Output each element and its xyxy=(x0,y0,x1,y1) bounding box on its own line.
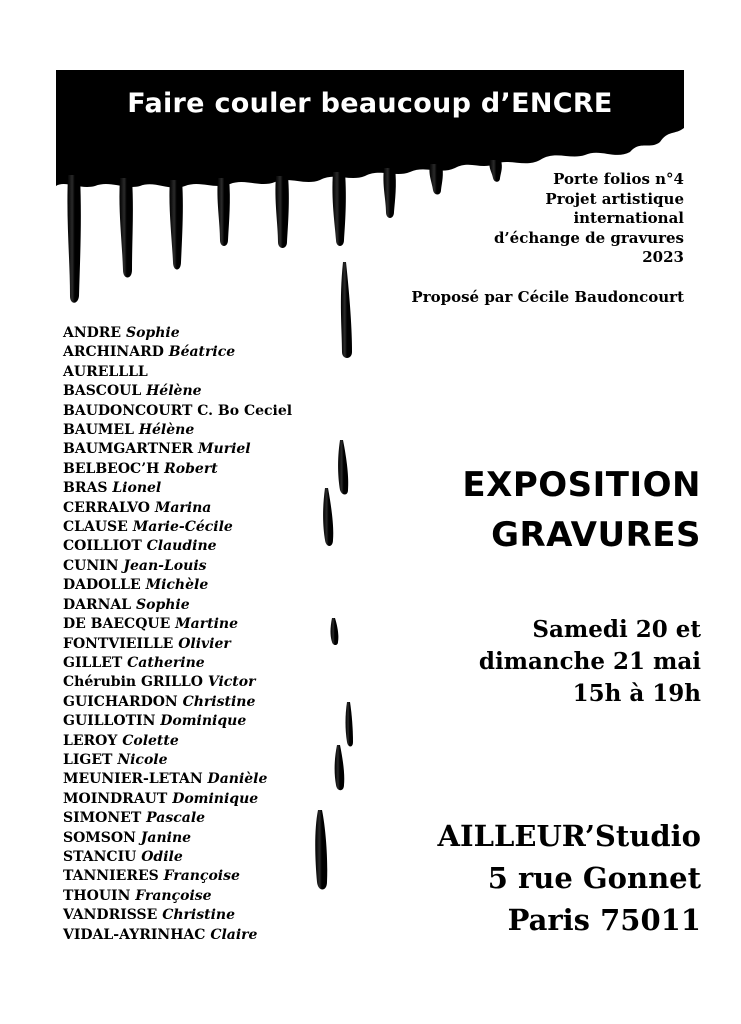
list-item xyxy=(63,770,292,789)
artist-last-name: MOINDRAUT xyxy=(63,790,168,807)
info-line-year: 2023 xyxy=(642,248,684,266)
artist-first-name: Françoise xyxy=(163,868,240,885)
venue-name: AILLEUR’Studio xyxy=(437,819,701,853)
artist-last-name: SOMSON xyxy=(63,829,136,846)
artist-first-name: Dominique xyxy=(160,713,247,730)
proposed-by: Proposé par Cécile Baudoncourt xyxy=(411,288,684,306)
info-line-project: Projet artistique xyxy=(545,189,684,208)
exhibition-heading xyxy=(462,460,701,560)
artist-first-name: Martine xyxy=(175,616,238,633)
artist-last-name: BAUDONCOURT C. Bo Ceciel xyxy=(63,402,293,419)
artist-first-name: Sophie xyxy=(125,325,180,341)
artist-first-name: Danièle xyxy=(207,771,268,788)
dates-line-1: Samedi 20 et xyxy=(532,616,701,643)
list-item xyxy=(63,615,292,634)
list-item xyxy=(63,654,292,673)
artist-first-name: Marie-Cécile xyxy=(132,519,233,536)
artist-last-name: DADOLLE xyxy=(63,577,141,594)
list-item xyxy=(63,460,292,479)
artist-first-name: Jean-Louis xyxy=(123,557,207,574)
exhibition-dates xyxy=(479,614,701,710)
poster-title: Faire couler beaucoup d’ENCRE xyxy=(127,88,613,119)
artist-list xyxy=(63,324,292,945)
artist-last-name: CERRALVO xyxy=(63,499,150,516)
list-item xyxy=(63,712,292,731)
artist-last-name: LEROY xyxy=(63,732,118,749)
artist-first-name: Pascale xyxy=(146,810,206,827)
artist-first-name: Claire xyxy=(210,926,258,943)
dates-line-2: dimanche 21 mai xyxy=(478,648,701,675)
artist-last-name: GILLET xyxy=(63,654,123,671)
artist-last-name: GUICHARDON xyxy=(63,693,178,710)
list-item xyxy=(63,343,292,362)
venue-street: 5 rue Gonnet xyxy=(487,861,701,895)
artist-last-name: MEUNIER-LETAN xyxy=(63,771,203,788)
artist-last-name: TANNIERES xyxy=(63,868,159,885)
artist-first-name: Claudine xyxy=(146,538,217,555)
info-line-international: international xyxy=(573,209,684,227)
artist-first-name: Marina xyxy=(154,499,212,516)
list-item xyxy=(63,537,292,556)
exhibition-line-1: EXPOSITION xyxy=(462,465,701,505)
project-info xyxy=(424,170,684,268)
artist-first-name: Victor xyxy=(207,674,256,691)
artist-first-name: Colette xyxy=(122,732,179,749)
artist-first-name: Nicole xyxy=(117,751,168,768)
artist-last-name: VIDAL-AYRINHAC xyxy=(63,926,206,943)
artist-last-name: BELBEOC’H xyxy=(63,460,160,477)
list-item xyxy=(63,829,292,848)
artist-first-name: Robert xyxy=(164,460,218,477)
artist-last-name: Chérubin GRILLO xyxy=(63,674,203,691)
artist-first-name: Christine xyxy=(162,907,235,924)
list-item xyxy=(63,926,292,945)
list-item xyxy=(63,809,292,828)
list-item xyxy=(63,324,292,343)
list-item xyxy=(63,673,292,692)
list-item xyxy=(63,906,292,925)
artist-first-name: Hélène xyxy=(138,422,195,439)
artist-last-name: ANDRE xyxy=(63,325,122,341)
artist-first-name: Christine xyxy=(182,693,256,710)
list-item xyxy=(63,499,292,518)
list-item xyxy=(63,363,292,382)
list-item xyxy=(63,635,292,654)
exhibition-line-2: GRAVURES xyxy=(491,515,701,555)
ink-falling-drops xyxy=(315,262,353,890)
artist-last-name: CLAUSE xyxy=(63,519,128,536)
artist-last-name: ARCHINARD xyxy=(63,344,164,361)
list-item xyxy=(63,479,292,498)
artist-last-name: AURELLLL xyxy=(63,363,148,380)
dates-line-3: 15h à 19h xyxy=(572,680,701,707)
artist-last-name: FONTVIEILLE xyxy=(63,635,174,652)
list-item xyxy=(63,557,292,576)
artist-last-name: SIMONET xyxy=(63,810,142,827)
artist-first-name: Béatrice xyxy=(168,344,236,361)
info-line-portfolio: Porte folios n°4 xyxy=(553,170,684,188)
list-item xyxy=(63,382,292,401)
artist-last-name: STANCIU xyxy=(63,848,137,865)
list-item xyxy=(63,421,292,440)
artist-first-name: Janine xyxy=(140,829,192,846)
list-item xyxy=(63,576,292,595)
artist-first-name: Muriel xyxy=(198,441,251,458)
artist-last-name: BAUMEL xyxy=(63,422,134,439)
artist-last-name: DARNAL xyxy=(63,596,132,613)
artist-last-name: THOUIN xyxy=(63,887,131,904)
list-item xyxy=(63,751,292,770)
list-item xyxy=(63,693,292,712)
list-item xyxy=(63,867,292,886)
artist-first-name: Sophie xyxy=(136,596,190,613)
artist-first-name: Lionel xyxy=(112,480,162,497)
artist-first-name: Françoise xyxy=(135,887,212,904)
artist-last-name: BAUMGARTNER xyxy=(63,441,194,458)
artist-last-name: LIGET xyxy=(63,751,113,768)
artist-last-name: DE BAECQUE xyxy=(63,616,171,633)
artist-first-name: Michèle xyxy=(145,577,209,594)
list-item xyxy=(63,596,292,615)
artist-last-name: CUNIN xyxy=(63,557,119,574)
venue-city: Paris 75011 xyxy=(507,903,701,937)
artist-first-name: Olivier xyxy=(178,635,231,652)
info-line-exchange: d’échange de gravures xyxy=(493,228,684,247)
list-item xyxy=(63,440,292,459)
artist-first-name: Dominique xyxy=(172,790,259,807)
list-item xyxy=(63,887,292,906)
list-item xyxy=(63,732,292,751)
list-item xyxy=(63,790,292,809)
list-item xyxy=(63,402,292,421)
list-item xyxy=(63,848,292,867)
artist-last-name: GUILLOTIN xyxy=(63,713,156,730)
list-item xyxy=(63,518,292,537)
artist-first-name: Odile xyxy=(141,848,183,865)
artist-last-name: VANDRISSE xyxy=(63,907,158,924)
artist-first-name: Hélène xyxy=(146,383,202,400)
artist-last-name: BASCOUL xyxy=(63,383,142,400)
venue xyxy=(438,815,701,941)
artist-first-name: Catherine xyxy=(127,654,205,671)
artist-last-name: COILLIOT xyxy=(63,538,142,555)
artist-last-name: BRAS xyxy=(63,480,108,497)
